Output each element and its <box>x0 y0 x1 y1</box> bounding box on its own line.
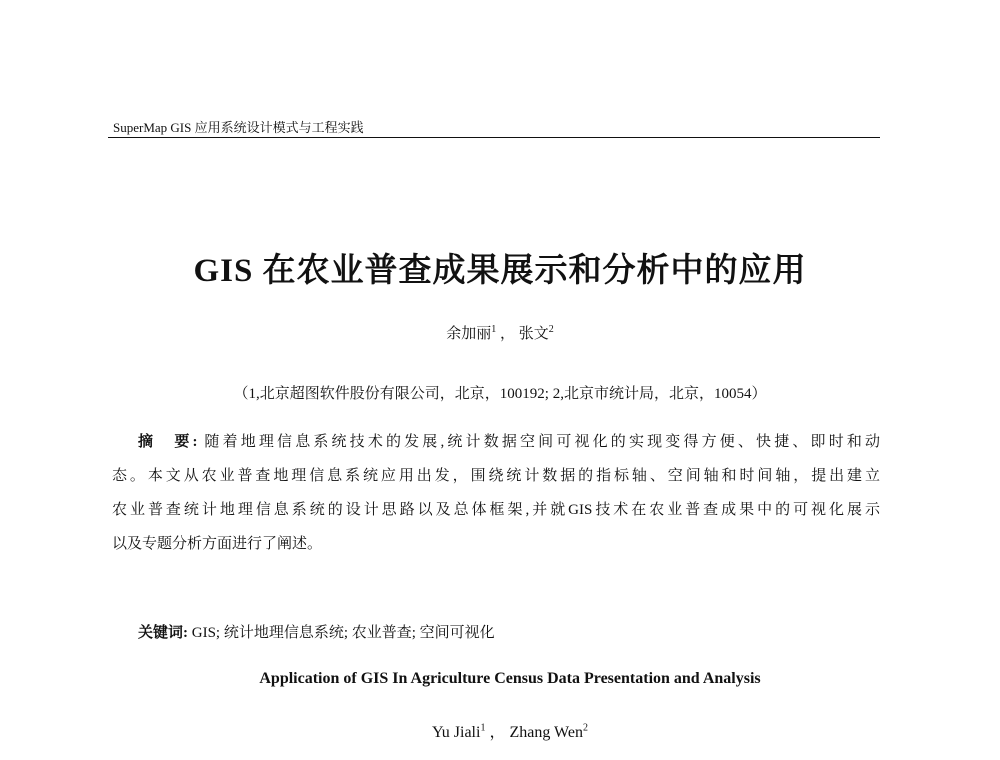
paper-title: GIS 在农业普查成果展示和分析中的应用 <box>193 253 807 289</box>
keywords <box>138 621 495 642</box>
english-author-line <box>0 719 1000 742</box>
abstract-text: 随着地理信息系统技术的发展,统计数据空间可视化的实现变得方便、快捷、即时和动 <box>204 434 881 450</box>
author-separator: ， <box>499 326 515 342</box>
english-author-name: Zhang Wen <box>509 724 583 741</box>
keywords-text: GIS; 统计地理信息系统; 农业普查; 空间可视化 <box>191 625 495 641</box>
author-line <box>0 322 1000 343</box>
abstract-line: 态。本文从农业普查地理信息系统应用出发，围绕统计数据的指标轴、空间轴和时间轴，提出建立 <box>112 468 880 484</box>
author-affiliation-mark: 2 <box>548 324 554 335</box>
running-header: SuperMap GIS 应用系统设计模式与工程实践 <box>113 120 364 135</box>
keywords-label: 关键词: <box>138 625 188 641</box>
author-affiliation-mark: 1 <box>491 324 497 335</box>
author-name: 余加丽 <box>446 326 492 342</box>
abstract-line: 农业普查统计地理信息系统的设计思路以及总体框架,并就GIS技术在农业普查成果中的可视化展示 <box>112 502 880 518</box>
affiliation-line: （1,北京超图软件股份有限公司，北京，100192; 2,北京市统计局，北京，10054） <box>233 386 767 402</box>
author-name: 张文 <box>518 326 549 342</box>
english-author-separator: ， <box>489 724 506 741</box>
abstract-line: 以及专题分析方面进行了阐述。 <box>112 536 323 552</box>
header-rule <box>108 137 880 138</box>
english-author-mark: 2 <box>582 722 588 734</box>
abstract <box>112 432 880 568</box>
english-author-mark: 1 <box>480 722 486 734</box>
abstract-label: 摘 要: <box>138 434 198 450</box>
abstract-line <box>112 432 880 466</box>
english-title: Application of GIS In Agriculture Census Data Presentation and Analysis <box>259 670 761 687</box>
english-author-name: Yu Jiali <box>432 724 481 741</box>
